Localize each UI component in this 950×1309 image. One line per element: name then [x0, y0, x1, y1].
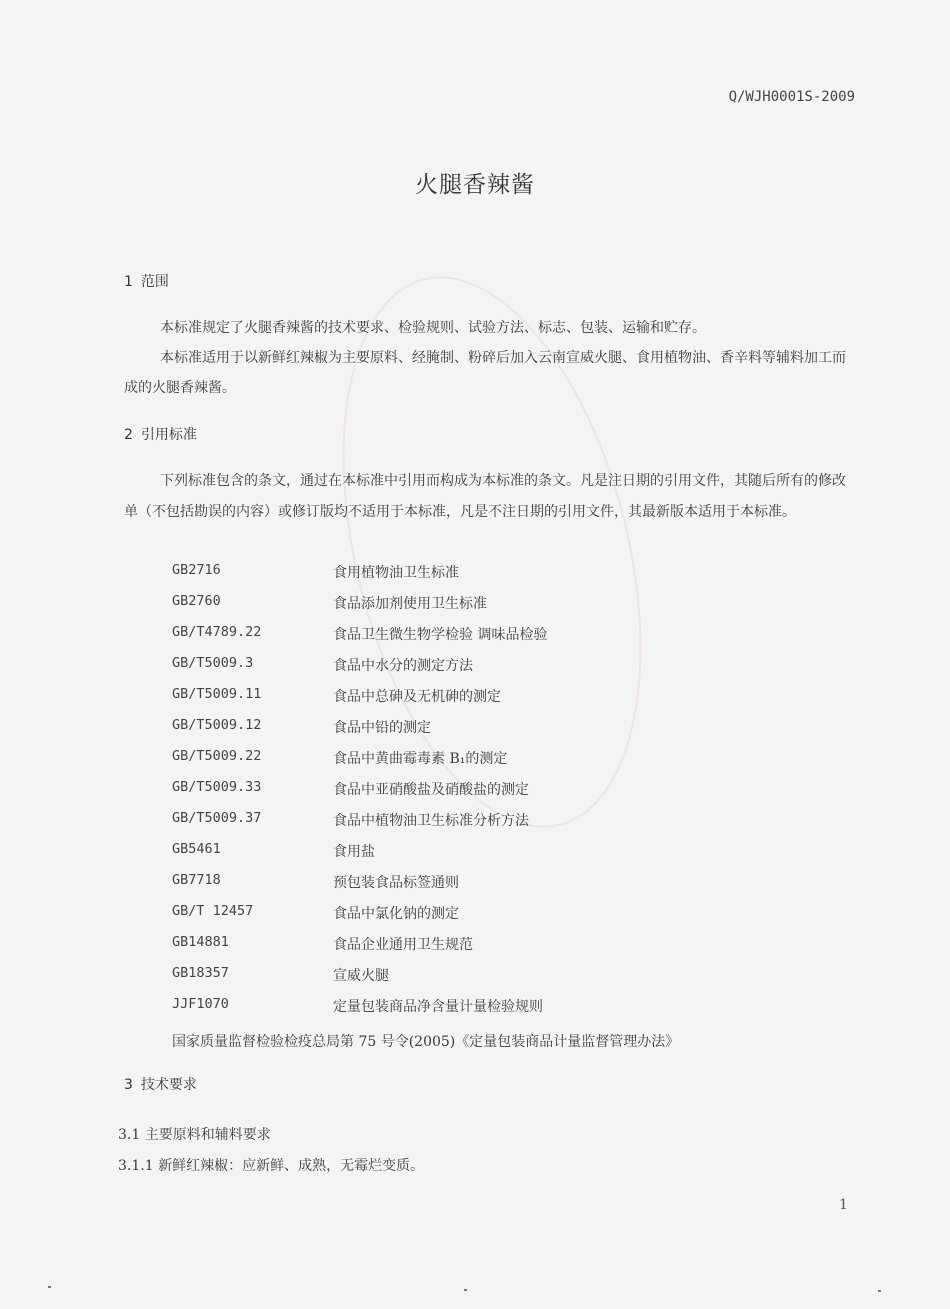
section-title: 技术要求 — [140, 1077, 197, 1093]
section-number: 1 — [124, 274, 133, 290]
ref-code: GB/T5009.37 — [172, 810, 262, 826]
ref-code: GB/T4789.22 — [172, 624, 262, 640]
section-number: 2 — [124, 427, 133, 443]
ref-code: GB2760 — [172, 593, 221, 609]
ref-title: 食品中亚硝酸盐及硝酸盐的测定 — [333, 782, 529, 798]
subsection-3-1-1: 3.1.1 新鲜红辣椒：应新鲜、成熟，无霉烂变质。 — [118, 1158, 425, 1174]
ref-title: 食品中总砷及无机砷的测定 — [333, 689, 501, 705]
page-number: 1 — [839, 1197, 848, 1213]
ref-code: GB18357 — [172, 965, 229, 981]
ref-code: GB/T5009.33 — [172, 779, 262, 795]
scan-speck — [48, 1286, 51, 1288]
ref-code: GB/T5009.11 — [172, 686, 262, 702]
ref-code: GB/T5009.12 — [172, 717, 262, 733]
ref-title: 食品中铅的测定 — [333, 720, 431, 736]
list-item — [0, 779, 950, 810]
list-item — [0, 748, 950, 779]
ref-code: GB/T5009.3 — [172, 655, 254, 671]
list-item — [0, 996, 950, 1027]
ref-title: 食用盐 — [333, 844, 375, 860]
references-intro-paragraph: 下列标准包含的条文，通过在本标准中引用而构成为本标准的条文。凡是注日期的引用文件，其随后所有的修改单（不包括勘误的内容）或修订版均不适用于本标准，凡是不注日期的引用文件，其最新版本适用于本标准。 — [124, 473, 846, 520]
ref-code: JJF1070 — [172, 996, 229, 1012]
list-item — [0, 624, 950, 655]
list-item — [0, 655, 950, 686]
section-2-heading — [124, 424, 197, 444]
section-number: 3 — [124, 1077, 133, 1093]
ref-title: 食品中氯化钠的测定 — [333, 906, 459, 922]
ref-title: 食品中水分的测定方法 — [333, 658, 473, 674]
subsection-3-1: 3.1 主要原料和辅料要求 — [118, 1127, 271, 1143]
standard-code: Q/WJH0001S-2009 — [728, 89, 855, 105]
ref-title: 食品添加剂使用卫生标准 — [333, 596, 487, 612]
ref-code: GB/T 12457 — [172, 903, 254, 919]
list-item — [0, 686, 950, 717]
list-item — [0, 810, 950, 841]
list-item — [0, 717, 950, 748]
ref-title: 定量包装商品净含量计量检验规则 — [333, 999, 543, 1015]
ref-code: GB5461 — [172, 841, 221, 857]
ref-title: 食品中黄曲霉毒素 B₁的测定 — [333, 751, 508, 767]
list-item — [0, 965, 950, 996]
list-item — [0, 562, 950, 593]
ref-code: GB/T5009.22 — [172, 748, 262, 764]
section-3-heading — [124, 1074, 197, 1094]
section-1-heading — [124, 271, 169, 291]
section-title: 范围 — [140, 274, 169, 290]
ref-title: 宣威火腿 — [333, 968, 389, 984]
ref-title: 食品企业通用卫生规范 — [333, 937, 473, 953]
decree-reference: 国家质量监督检验检疫总局第 75 号令(2005)《定量包装商品计量监督管理办法》 — [172, 1034, 680, 1050]
section-title: 引用标准 — [140, 427, 197, 443]
scope-paragraph-1: 本标准规定了火腿香辣酱的技术要求、检验规则、试验方法、标志、包装、运输和贮存。 — [160, 320, 706, 336]
scan-speck — [878, 1290, 881, 1292]
scope-paragraph-2: 本标准适用于以新鲜红辣椒为主要原料、经腌制、粉碎后加入云南宣威火腿、食用植物油、香辛料等辅料加工而成的火腿香辣酱。 — [124, 350, 846, 396]
ref-title: 食品中植物油卫生标准分析方法 — [333, 813, 529, 829]
list-item — [0, 903, 950, 934]
list-item — [0, 934, 950, 965]
list-item — [0, 872, 950, 903]
ref-code: GB7718 — [172, 872, 221, 888]
scan-speck — [464, 1289, 467, 1291]
ref-code: GB14881 — [172, 934, 229, 950]
ref-title: 食用植物油卫生标准 — [333, 565, 459, 581]
ref-code: GB2716 — [172, 562, 221, 578]
list-item — [0, 593, 950, 624]
document-title: 火腿香辣酱 — [415, 172, 535, 198]
list-item — [0, 841, 950, 872]
ref-title: 食品卫生微生物学检验 调味品检验 — [333, 627, 548, 643]
ref-title: 预包装食品标签通则 — [333, 875, 459, 891]
